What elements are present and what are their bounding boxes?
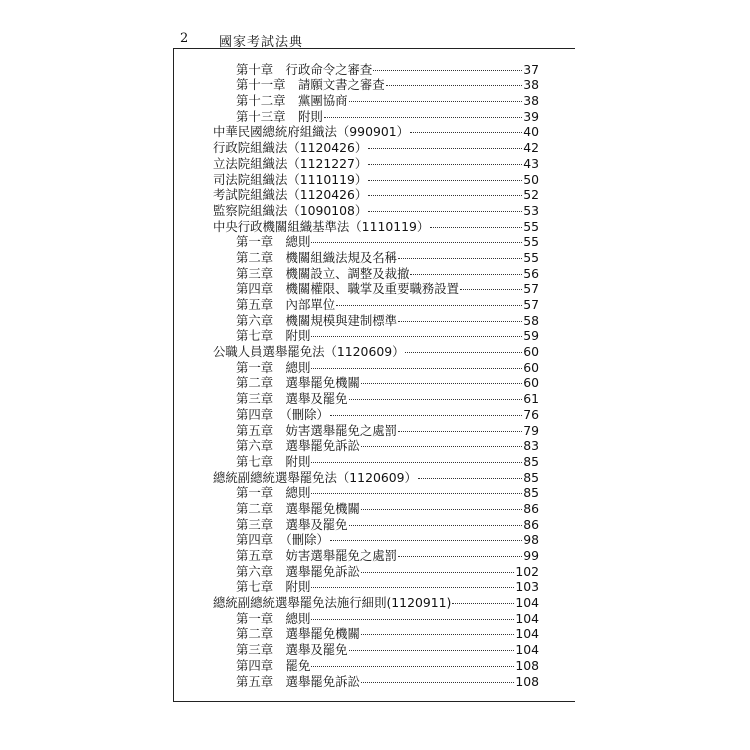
toc-entry-title: 第五章 選舉罷免訴訟: [236, 673, 360, 689]
toc-entry-page-number: 40: [523, 124, 539, 140]
toc-entry-page-number: 50: [523, 171, 539, 187]
toc-entry-page-number: 59: [523, 328, 539, 344]
toc-entry-page-number: 42: [523, 140, 539, 156]
toc-entry-title: 第二章 機關組織法規及名稱: [236, 249, 398, 265]
dot-leader: [311, 478, 522, 495]
toc-entry-title: 第十一章 請願文書之審查: [236, 77, 385, 93]
toc-entry-title: 第四章 （刪除）: [236, 406, 329, 422]
toc-entry-page-number: 58: [523, 312, 539, 328]
dot-leader: [361, 666, 514, 683]
toc-entry-title: 第三章 機關設立、調整及裁撤: [236, 265, 410, 281]
dot-leader: [368, 180, 522, 197]
dot-leader: [336, 289, 522, 306]
toc-entry-page-number: 104: [515, 626, 539, 642]
dot-leader: [418, 462, 522, 479]
toc-entry-title: 第五章 內部單位: [236, 297, 336, 312]
toc-entry-page-number: 39: [523, 108, 539, 124]
toc-entry-page-number: 102: [515, 563, 539, 579]
dot-leader: [460, 274, 522, 291]
toc-entry-title: 第十三章 附則: [236, 108, 323, 124]
toc-entry-page-number: 37: [523, 61, 539, 77]
toc-entry-page-number: 60: [523, 344, 539, 360]
toc-entry-title: 第二章 選舉罷免機關: [236, 626, 360, 642]
toc-entry-page-number: 53: [523, 202, 539, 218]
toc-entry-page-number: 55: [523, 234, 539, 250]
dot-leader: [398, 540, 522, 557]
page-number: 2: [180, 31, 189, 46]
dot-leader: [311, 352, 522, 369]
dot-leader: [361, 368, 522, 385]
toc-entry-page-number: 38: [523, 77, 539, 93]
toc-entry-title: 第四章 （刪除）: [236, 532, 329, 548]
toc-entry-title: 中央行政機關組織基準法（1110119）: [213, 218, 430, 234]
toc-entry-title: 第七章 附則: [236, 453, 311, 469]
toc-entry-page-number: 55: [523, 249, 539, 265]
toc-entry-page-number: 38: [523, 93, 539, 109]
toc-entry-page-number: 56: [523, 265, 539, 281]
toc-entry-title: 立法院組織法（1121227）: [213, 155, 368, 171]
table-of-contents: [213, 57, 539, 689]
toc-entry-page-number: 83: [523, 438, 539, 454]
toc-entry-title: 第十章 行政命令之審查: [236, 61, 373, 77]
dot-leader: [349, 634, 515, 651]
dot-leader: [405, 336, 522, 353]
toc-entry-title: 第四章 機關權限、職掌及重要職務設置: [236, 281, 460, 297]
dot-leader: [311, 650, 514, 667]
toc-entry-page-number: 104: [515, 610, 539, 626]
dot-leader: [368, 164, 522, 181]
toc-entry-title: 司法院組織法（1110119）: [213, 171, 368, 187]
toc-entry-page-number: 85: [523, 453, 539, 469]
toc-entry-page-number: 85: [523, 485, 539, 501]
dot-leader: [430, 211, 522, 228]
toc-entry-title: 第二章 選舉罷免機關: [236, 375, 360, 391]
toc-entry-title: 第一章 總則: [236, 485, 311, 501]
dot-leader: [361, 556, 514, 573]
toc-entry-page-number: 85: [523, 469, 539, 485]
dot-leader: [398, 305, 522, 322]
toc-entry-title: 第五章 妨害選舉罷免之處罰: [236, 422, 398, 438]
dot-leader: [361, 619, 514, 636]
dot-leader: [349, 383, 523, 400]
running-header: [173, 30, 575, 50]
dot-leader: [311, 227, 522, 244]
toc-entry-page-number: 108: [515, 657, 539, 673]
dot-leader: [368, 195, 522, 212]
dot-leader: [349, 509, 523, 526]
book-title: 國家考試法典: [219, 35, 304, 50]
toc-entry-page-number: 104: [515, 642, 539, 658]
dot-leader: [386, 70, 523, 87]
dot-leader: [361, 493, 522, 510]
toc-entry-title: 考試院組織法（1120426）: [213, 187, 368, 203]
dot-leader: [368, 132, 522, 149]
toc-entry-title: 第二章 選舉罷免機關: [236, 500, 360, 516]
dot-leader: [452, 587, 514, 604]
dot-leader: [311, 603, 514, 620]
dot-leader: [368, 148, 522, 165]
toc-entry-title: 行政院組織法（1120426）: [213, 140, 368, 156]
toc-entry-page-number: 99: [523, 548, 539, 563]
toc-entry-title: 第七章 附則: [236, 328, 311, 344]
toc-entry-title: 第一章 總則: [236, 359, 311, 375]
toc-entry-page-number: 60: [523, 359, 539, 375]
dot-leader: [373, 54, 522, 71]
dot-leader: [349, 85, 523, 102]
dot-leader: [330, 399, 522, 416]
toc-entry-page-number: 104: [515, 595, 539, 611]
toc-entry-title: 第六章 選舉罷免訴訟: [236, 563, 360, 579]
toc-entry-title: 第七章 附則: [236, 579, 311, 595]
dot-leader: [410, 258, 522, 275]
toc-entry-page-number: 86: [523, 500, 539, 516]
toc-entry-title: 第一章 總則: [236, 610, 311, 626]
toc-entry-title: 第三章 選舉及罷免: [236, 391, 348, 407]
dot-leader: [311, 321, 522, 338]
toc-entry-page-number: 43: [523, 155, 539, 171]
toc-entry-page-number: 52: [523, 187, 539, 203]
toc-entry-title: 中華民國總統府組織法（990901）: [213, 124, 409, 140]
toc-entry-title: 總統副總統選舉罷免法施行細則(1120911): [213, 595, 452, 611]
toc-entry-title: 監察院組織法（1090108）: [213, 202, 368, 218]
toc-entry-title: 公職人員選舉罷免法（1120609）: [213, 344, 405, 360]
dot-leader: [398, 242, 522, 259]
toc-entry-page-number: 60: [523, 375, 539, 391]
toc-entry-title: 第六章 選舉罷免訴訟: [236, 438, 360, 454]
toc-entry-title: 第三章 選舉及罷免: [236, 516, 348, 532]
toc-entry-page-number: 57: [523, 281, 539, 297]
toc-entry-title: 第十二章 黨團協商: [236, 93, 348, 109]
toc-entry-title: 第六章 機關規模與建制標準: [236, 312, 398, 328]
toc-entry-title: 第五章 妨害選舉罷免之處罰: [236, 548, 398, 563]
dot-leader: [330, 525, 522, 542]
dot-leader: [410, 117, 522, 134]
toc-entry-page-number: 61: [523, 391, 539, 407]
toc-entry-title: 第一章 總則: [236, 234, 311, 250]
toc-entry-page-number: 57: [523, 297, 539, 312]
toc-entry-page-number: 103: [515, 579, 539, 595]
dot-leader: [361, 431, 522, 448]
dot-leader: [398, 415, 522, 432]
toc-entry-page-number: 108: [515, 673, 539, 689]
toc-entry-title: 第四章 罷免: [236, 657, 311, 673]
toc-entry-page-number: 76: [523, 406, 539, 422]
dot-leader: [311, 572, 514, 589]
toc-entry-page-number: 86: [523, 516, 539, 532]
toc-entry-title: 總統副總統選舉罷免法（1120609）: [213, 469, 417, 485]
toc-entry-page-number: 79: [523, 422, 539, 438]
toc-entry-page-number: 55: [523, 218, 539, 234]
toc-entry-page-number: 98: [523, 532, 539, 548]
toc-entry-title: 第三章 選舉及罷免: [236, 642, 348, 658]
dot-leader: [311, 446, 522, 463]
dot-leader: [324, 101, 522, 118]
